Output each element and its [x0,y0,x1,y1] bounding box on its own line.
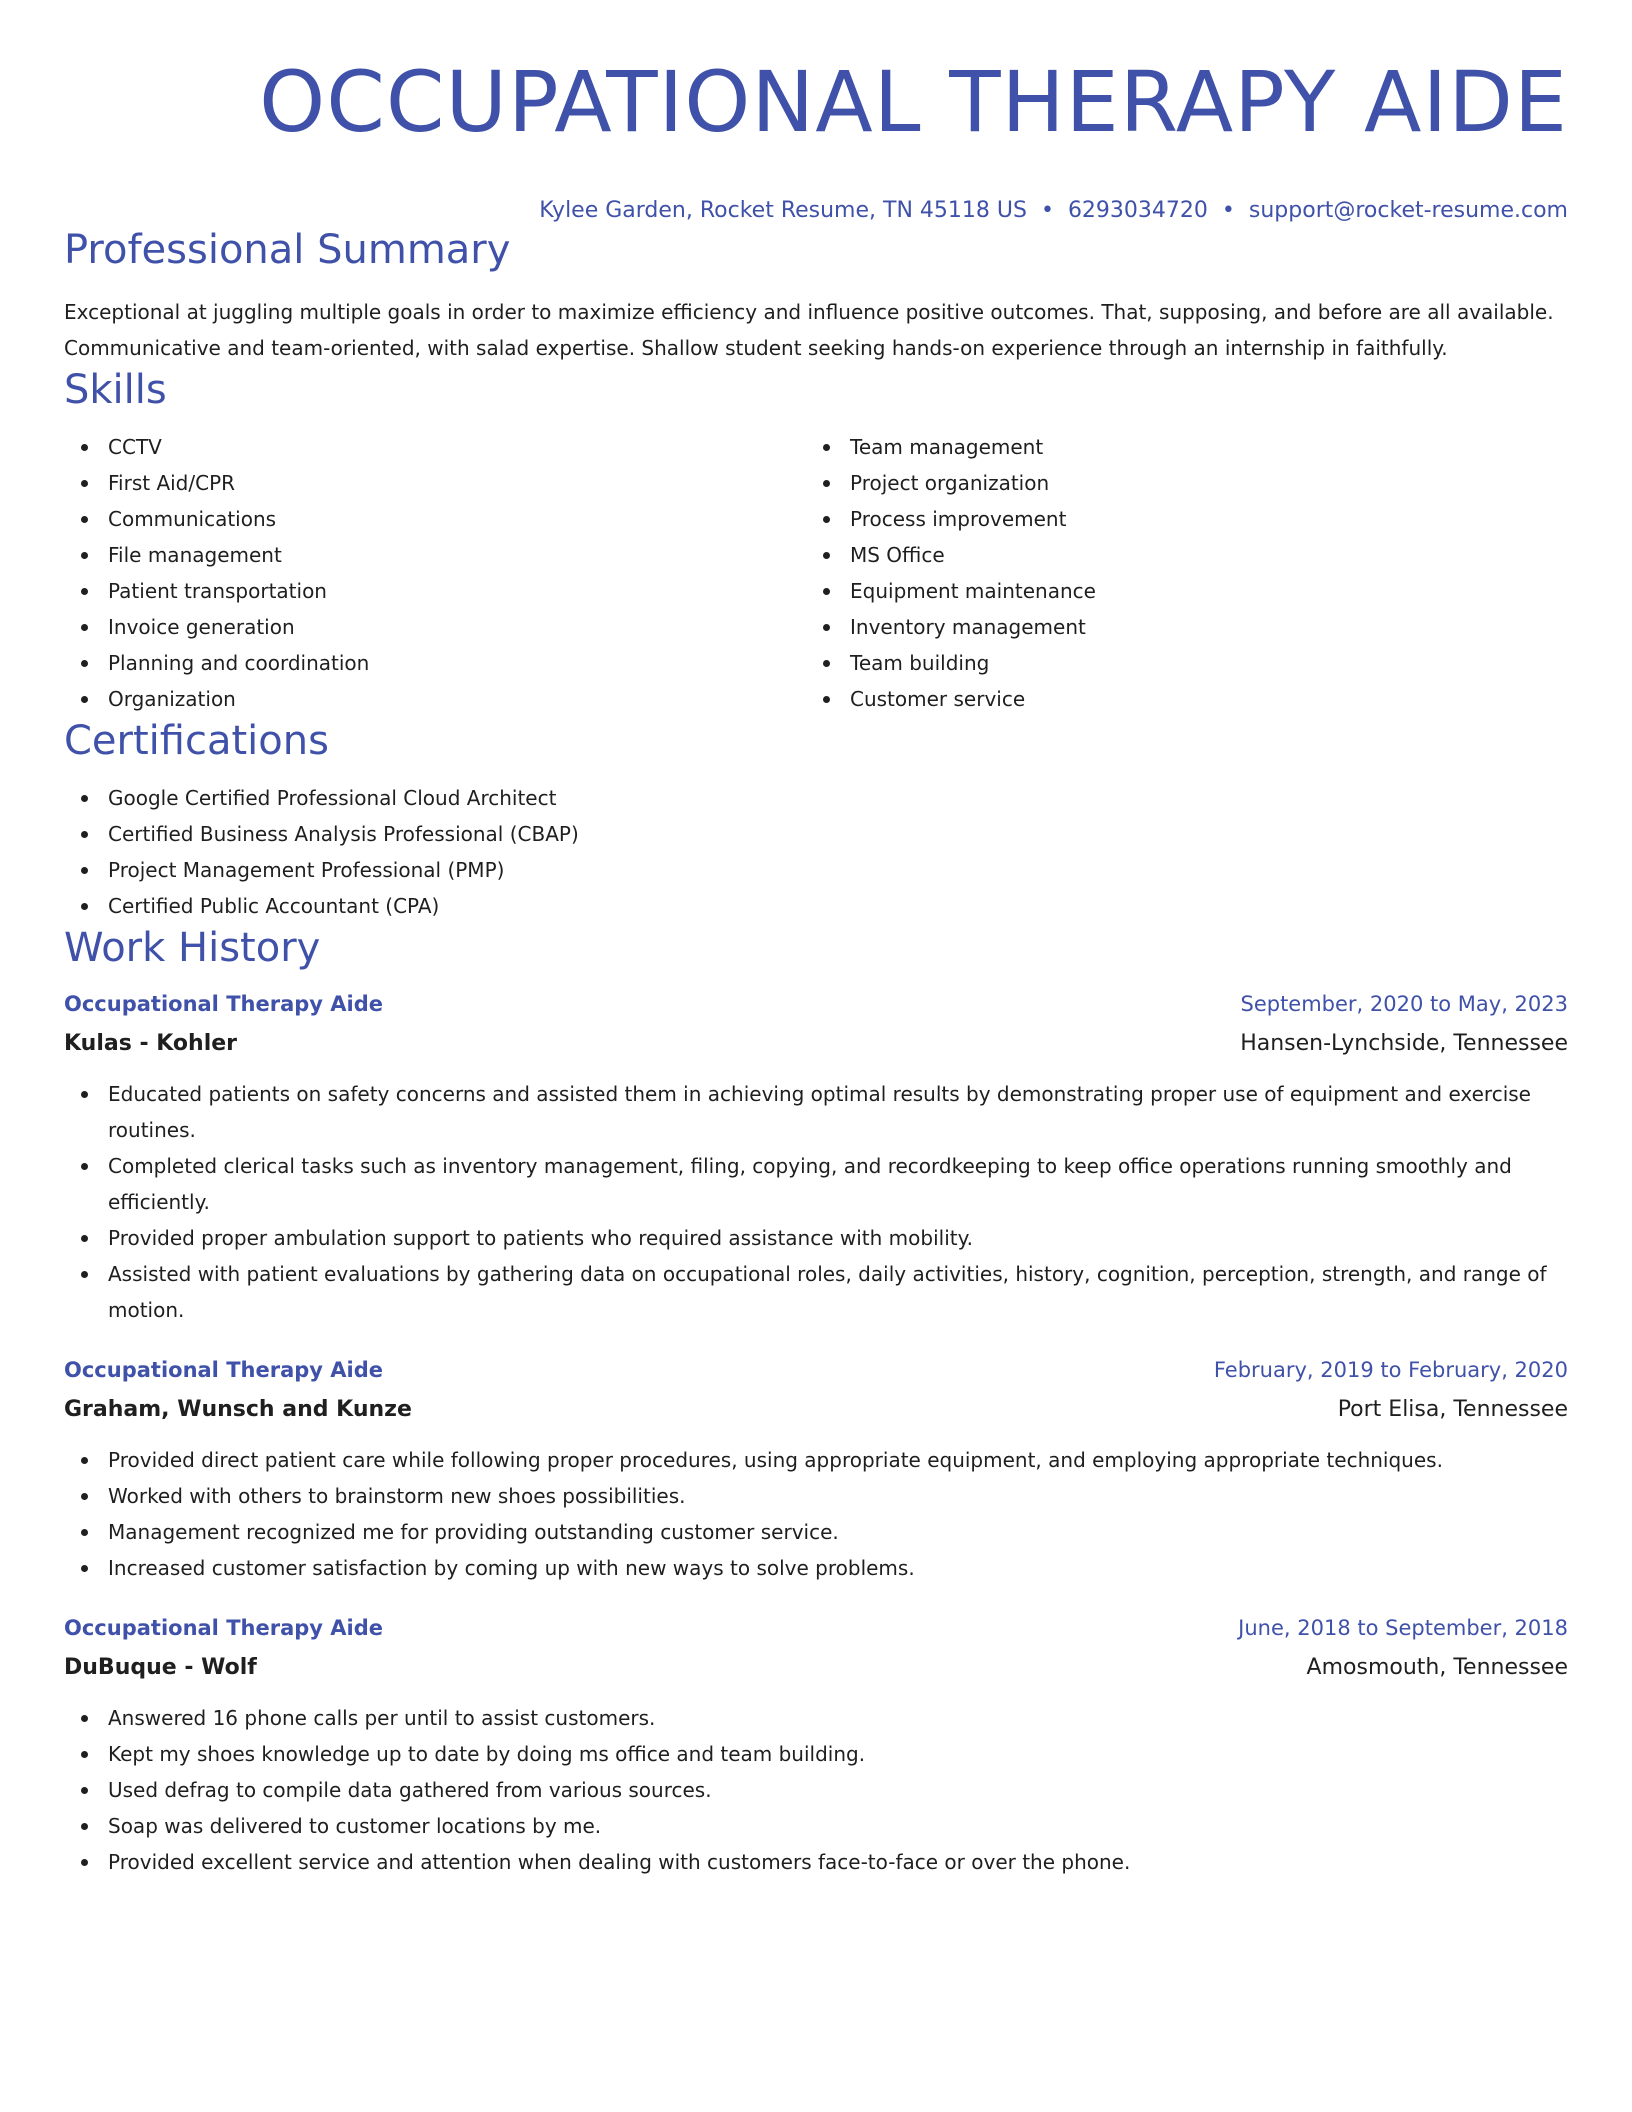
job-duty: Answered 16 phone calls per until to assist customers. [64,1700,1568,1736]
job-duties-list [64,1076,1568,1328]
job-employer-row [64,1392,1568,1428]
certification-item: Certified Public Accountant (CPA) [64,888,1568,924]
skill-item: Invoice generation [64,609,806,645]
skill-item: MS Office [806,537,1506,573]
job-title: Occupational Therapy Aide [64,992,383,1016]
skill-item: Process improvement [806,501,1506,537]
summary-heading: Professional Summary [64,227,511,273]
job-duty: Completed clerical tasks such as inventory management, filing, copying, and recordkeeping to keep office operations running smoothly and efficiently. [64,1148,1568,1220]
certifications-list [64,780,1568,924]
certification-item: Certified Business Analysis Professional (CBAP) [64,816,1568,852]
job-duties-list [64,1442,1568,1586]
contact-phone: 6293034720 [1067,198,1208,223]
contact-address: Kylee Garden, Rocket Resume, TN 45118 US [539,198,1027,223]
skills-heading: Skills [64,367,167,413]
skill-item: Customer service [806,681,1506,717]
skills-section [64,366,1568,717]
skill-item: Organization [64,681,806,717]
job-entry [64,1352,1568,1586]
job-company: Graham, Wunsch and Kunze [64,1397,412,1422]
job-company: Kulas - Kohler [64,1031,238,1056]
skills-list-left [64,429,806,717]
job-location: Hansen-Lynchside, Tennessee [1240,1031,1568,1056]
skill-item: Communications [64,501,806,537]
contact-line [64,196,1568,226]
job-location: Amosmouth, Tennessee [1306,1655,1568,1680]
skill-item: Patient transportation [64,573,806,609]
contact-separator: • [1221,198,1235,223]
job-duty: Management recognized me for providing outstanding customer service. [64,1514,1568,1550]
job-duty: Increased customer satisfaction by coming up with new ways to solve problems. [64,1550,1568,1586]
job-employer-row [64,1650,1568,1686]
job-duty: Used defrag to compile data gathered from various sources. [64,1772,1568,1808]
job-duty: Worked with others to brainstorm new shoes possibilities. [64,1478,1568,1514]
job-title: Occupational Therapy Aide [64,1358,383,1382]
contact-email: support@rocket-resume.com [1248,198,1568,223]
job-entry [64,1610,1568,1880]
skill-item: Inventory management [806,609,1506,645]
skills-grid [64,429,1568,717]
job-duty: Kept my shoes knowledge up to date by doing ms office and team building. [64,1736,1568,1772]
resume-title: OCCUPATIONAL THERAPY AIDE [259,53,1568,151]
certification-item: Google Certified Professional Cloud Architect [64,780,1568,816]
job-duty: Provided direct patient care while following proper procedures, using appropriate equipment, and employing appropriate techniques. [64,1442,1568,1478]
skill-item: Planning and coordination [64,645,806,681]
job-duties-list [64,1700,1568,1880]
job-dates: June, 2018 to September, 2018 [1238,1616,1568,1640]
skill-item: First Aid/CPR [64,465,806,501]
certifications-heading: Certifications [64,718,329,764]
job-header [64,1610,1568,1646]
job-header [64,986,1568,1022]
skill-item: CCTV [64,429,806,465]
summary-text: Exceptional at juggling multiple goals in order to maximize efficiency and influence positive outcomes. That, supposing, and before are all available. Communicative and team-oriented, with salad expertise. Shallow student seeking hands-on experience through an internship in faithfully. [64,300,1554,360]
job-company: DuBuque - Wolf [64,1655,257,1680]
job-duty: Provided proper ambulation support to patients who required assistance with mobility. [64,1220,1568,1256]
job-title: Occupational Therapy Aide [64,1616,383,1640]
job-duty: Educated patients on safety concerns and assisted them in achieving optimal results by demonstrating proper use of equipment and exercise routines. [64,1076,1568,1148]
job-location: Port Elisa, Tennessee [1337,1397,1568,1422]
work-history-heading: Work History [64,925,321,971]
work-history-section [64,924,1568,1880]
job-duty: Provided excellent service and attention when dealing with customers face-to-face or over the phone. [64,1844,1568,1880]
job-entry [64,986,1568,1328]
job-employer-row [64,1026,1568,1062]
job-duty: Assisted with patient evaluations by gathering data on occupational roles, daily activities, history, cognition, perception, strength, and range of motion. [64,1256,1568,1328]
skill-item: Equipment maintenance [806,573,1506,609]
contact-separator: • [1040,198,1054,223]
certification-item: Project Management Professional (PMP) [64,852,1568,888]
certifications-section [64,717,1568,924]
skill-item: Team building [806,645,1506,681]
skills-list-right [806,429,1506,717]
job-header [64,1352,1568,1388]
skill-item: Team management [806,429,1506,465]
job-dates: February, 2019 to February, 2020 [1213,1358,1568,1382]
summary-section [64,226,1568,366]
skill-item: Project organization [806,465,1506,501]
job-duty: Soap was delivered to customer locations by me. [64,1808,1568,1844]
skill-item: File management [64,537,806,573]
job-dates: September, 2020 to May, 2023 [1240,992,1568,1016]
